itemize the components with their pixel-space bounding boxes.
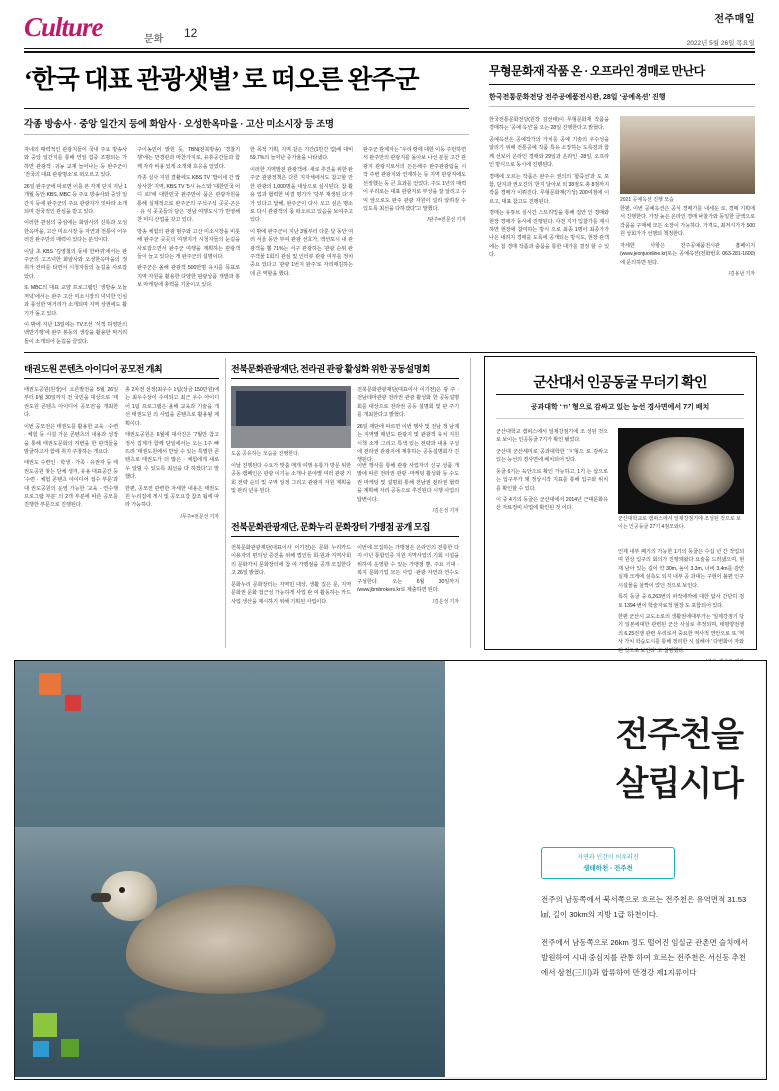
paragraph: 한국전통문화전당(원장 김선태)이 무형문화재 작품을 경매하는 ‘공예 옥션’을 오는 28일 진행한다고 밝혔다. [489, 117, 609, 132]
photo-cave-caption: 군산대학교로 캠퍼스에서 일제강점기에 조성된 것으로 보이는 인공동굴 27기 4점모와다. [618, 516, 741, 530]
column-divider [225, 358, 226, 648]
block-mid-headline: 전북문화관광재단, 전라권 관광 활성화 위한 공동설명회 [231, 364, 430, 374]
paragraph: 이번에 모집하는 가맹점은 온라인의 전통한 다지 아닌 통합인증 지원 지역사업의 기회 시설을 위하여 운영할 수 있는 가맹점 뿐, 주요 기대 ·복지 문화기업 모든 사업 ·관광 자연과 연수도 구성한다. 오는 6월 30일까지 /www.jbmbrokers.kr로 제출하면 된다. [357, 545, 459, 594]
block-right-rule [496, 394, 744, 395]
paragraph: 26일 재단에 따르면 이번 행사 및 전남 정 남제는 지역별 매년도 관광지 및 관광객 유치 지원 시책 소개 그리고 특색 있는 전략과 내용 구성에 전라권 관광지에 제휴하는 공동설명회가 진행된다. [357, 423, 459, 464]
block-mid2-column-2 [357, 544, 459, 644]
decor-square-green [33, 1013, 57, 1037]
paragraph: 이러한 지역발전 관광객에 ·새로 추진을 위한 완주군 관광정책은 다른 지자체에서도 참고할 만한 관광의 1,000명을 대상으로 실시된다. 참 활용 업과 협력한 비결 평가가 ‘당부 재생된 다’가 가 있다고 답해, 완주군이 다시 오고 싶은 명소로 다시 관광객의 몫 떠오르고 있음을 보여주고 있다. [250, 166, 353, 224]
paragraph: 총 2차전 선정(최우수 1팀(상금 150만원)에는 최우수상이 수여되고 최근 우수 아이디어 1팀 프로그램은 올해 교육과 기술을 개선 태권도원 의 사업을 콘텐츠로 활용될 계획이다. [125, 387, 219, 427]
lead-headline: ‘한국 대표 관광샛별’ 로 떠오른 완주군 [24, 65, 419, 94]
block-mid2-rule [231, 536, 459, 537]
block-mid2-byline: /김은성 기자 [432, 598, 459, 605]
paragraph: 한편, 공모전 관련한 자세한 내용은 태권도원 누리집에 게시 및 공모요강 참조 됨에 따라 가능하다. [125, 485, 219, 509]
feature-paragraph: 전주의 남동쪽에서 북서쪽으로 흐르는 전주천은 유역면적 31.53㎢, 길이 30km의 지방 1급 하천이다. [541, 895, 747, 919]
feature-title-line2: 살립시다 [615, 766, 743, 804]
block-right-subhead: 공과대학 ‘ㄲ’ 형으로 감싸고 있는 능선 경사면에서 7기 배치 [530, 404, 710, 411]
paragraph: 또 MBC의 대표 교양 프로그램인 ‘생방송 오늘저녁’에서는 완주 고산 미소시장의 넉넉한 인심과 풍성한 먹거리가 소개되며 지역 상권에도 활기가 돌고 있다. [24, 285, 127, 317]
block-right-rule2 [496, 418, 744, 419]
decor-square-blue [33, 1041, 49, 1057]
paragraph: 방송 체험의 관광 범주와 고산 미소시장을 비롯해 완주군 곳곳의 여행지가 시청자들의 눈길을 사로잡으면서 완주군 여행을 계획하는 관광객들이 늘고 있다는 게 완주군의 설명이다. [137, 228, 240, 261]
feature-badge [541, 847, 675, 879]
block-left-column-2 [125, 386, 219, 641]
header-rule-thick [24, 51, 755, 53]
paragraph: 태권도공원은 6월에 대사진은 ‘7월만 참고 정서 집계가 함께 단일에서는 오는 1주 빠뜨려 ‘태권도원에서 만날 수 있는 특별한 콘텐츠로 태권도가 더 많은 · 체험에게 새로 우 알릴 수 있도록 최선을 다 하겠다”고 말했다. [125, 432, 219, 481]
right-story-column-1 [489, 116, 609, 346]
right-story-column-2 [620, 205, 755, 345]
feature-body [541, 893, 751, 994]
paragraph: 태권도공원(원장)이 오른발전을 5월 26일부터 6월 30일까지 전 국민을 대상으로 ‘태권도원 콘텐츠 아이디어 공모전’을 개최한다. [24, 387, 118, 419]
paragraph: 한편, 이번 공예옥션은 공식 경매가를 내세운 로, 경매 기획에서 진행한다. 가장 높은 온라인 경매 낙찰가와 동일한 금액으로 작품을 구매해 모든 소장이 가능하다. 가격도, 최저시가가 500원 상회가가 선행되 책정한다. [620, 206, 755, 238]
lead-column-3 [250, 146, 353, 346]
paragraph: 한 목적 기획, 지역 같은 기간(1만간 업)에 대비 59.7%의 늘어난 증가율을 나타냈다. [250, 147, 353, 162]
paragraph: 태권도 수련인 · 학생 · 가족 · 유권자 등 태권도공원 찾는 단체 생겨, 유용 대표공간 등 ‘수련 · 체험 콘텐츠 아이디어 접수 부문’과 대 권도공원의 운영 가능한 ‘교육 · 연수행 프로그램 부분’ 의 2개 부분에 따른 공모를 진행한 부문으로 진행된다. [24, 460, 118, 509]
feature-badge-line2: 생태하천 - 전주천 [583, 865, 633, 872]
paragraph: 이번 행사를 통해 관광 사업자의 신규 상품 개발에 따른 전라권 관광 ·마케팅 활성화 등 수도권 마케팅 및 설명회 통해 전남권 전라권 협력을 계획해 자리 공동으로 추진된다 시행 사업의 답변이다. [357, 463, 459, 503]
feature-badge-line1: 자연과 인간이 어우러진 [577, 855, 639, 861]
section-label-kor: 문화 [144, 34, 164, 45]
lead-subhead: 각종 방송사 · 중앙 일간지 등에 화암사 · 오성한옥마을 · 고산 미소시장 등 조명 [24, 119, 334, 130]
feature-paragraph: 전주에서 남동쪽으로 26km 정도 떨어진 임실군 관촌면 슬치에서 발원하여 시내 중심지를 관통 하여 흐르는 전주천은 서신동 추천에서 삼천(三川)과 합류하여 만경강 제1지류이다 [541, 938, 748, 977]
paragraph: 군산대학교 캠퍼스에서 일제강점기에 조 성된 것으로 보이는 인공동굴 7기가 확인 됐었다. [496, 429, 608, 444]
lead-column-4 [363, 146, 466, 346]
block-mid-column-2 [231, 462, 351, 514]
photo-briefing-caption: 도움 공유하는 모습을 진행한다. [231, 451, 300, 457]
paragraph: 이 밖에 완주군이 지난 3월부터 다룬 달 동안 여러 서울 동안 부여 관광 선호가, 액션포시 내 관광객을 뽑 71%는 서구 관광하는 ‘관광 순위 완주객물 1회의 관심 및 인터뷰 관광 여부를 정치 중요 있다고 ‘관광 1번지 완주’로 자리매김하는 데 큰 역할을 했다. [250, 228, 353, 277]
feature-text-panel [445, 661, 765, 1077]
right-story-headline: 무형문화재 작품 온 · 오프라인 경매로 만난다 [489, 64, 705, 78]
block-right-headline: 군산대서 인공동굴 무더기 확인 [533, 376, 707, 391]
feature-title-line1: 전주천을 [615, 717, 743, 754]
right-story-rule [489, 84, 755, 85]
paragraph: 자세한 사항은 전주공예품전시관 홈페이지(www.jeonjuonline.kr)또는 공예옥션(전화번호 063-281-1600)에 문의하면 된다. [620, 242, 755, 266]
paper-name: 전주매일 [714, 14, 755, 25]
paragraph: 특히 동굴 중 6,263번의 파작에까에 대한 탐사 간단히 검토 1394 변이 학술자료적 현장 도 포함되어 있다. [618, 594, 744, 609]
paragraph: 각종 실사 지원 결촬에도 KBS TV ‘밥이네 간 밥상사찬’ 지역, KBS TV ‘5시 뉴스’와 ‘대한민국 어디 로!’에 대한민국 완주만이 품은 관광자원을 통해 실제적으로 완주군의 구석구석 곳곳·곤은 · 유 식 곳곳들의 담은 ‘전남 여행도시’가 반영해 찬 미디 산업을 갖고 있다. [137, 175, 240, 224]
page-number: 12 [184, 26, 198, 40]
paragraph: 인제 내부 폐기의 가능한 1기의 동굴은 수십 년 간 작업되며 원상 입구의 회의가 진행돼왔다 요술을 드러냈으며, 현재 남아 있는 길이 약 30m, 높이 3.3m, 너비 3.4m를 감안 실제 크게에 실측도 되지 내부 공 과대는 구현이 불편 인구 시설물을 살짝이 었던 것으로 보인다. [618, 549, 744, 589]
photo-briefing [231, 386, 351, 448]
block-right-column-2 [618, 548, 744, 654]
paragraph: 공예옥션은 공예작가의 가치를 공예 기술의 우수성을 알리기 위해 전통공예 작품 특유 소장하는 도록전과 함께 선보이 온라인 경매와 29일과 온라인 ·28일, 오프라인 방식으로 동시에 진행된다. [489, 136, 609, 169]
block-left-headline: 태권도원 콘텐츠 아이디어 공모전 개최 [24, 364, 163, 374]
block-left-byline: /무주=전문선 기자 [180, 513, 219, 520]
right-story-subhead: 한국전통문화전당 전주공예품전시관, 28일 ‘공예옥션’ 진행 [489, 94, 666, 101]
paragraph: 경매에 오르는 작품은 완주수 권의의 ‘합죽선’과 도 포함, 단지과 권오진의 ‘한지 달아보 외 38점도 총 8점까지 작품 경매가 이뤄진다. 무형문화재(기성) 200여점에 이르고, 대표 참고도 진행된다. [489, 173, 609, 205]
decor-square-orange [39, 673, 61, 695]
block-mid2-column-1 [231, 544, 351, 644]
paragraph: 26일 완주군에 따르면 이를 본 각계 단지 지난 1개월 동안 KBS, MBC 등 주요 방송사와 중앙 일간지 등에 완주군의 주요 관광지가 잇따라 소개되며 전국적인 관심을 받고 있다. [24, 183, 127, 215]
paragraph: 군산대 군산세미로 공과대학한 ‘ㄲ’형으 로 감싸고 있는 능선의 경사면에 배치되어 있다. [496, 448, 608, 464]
section-divider [24, 352, 755, 353]
photo-auction [620, 116, 755, 194]
paragraph: 자네의 매력적인 관광지들이 국내 주요 방송사와 중앙 일간지를 통해 연일 집중 조명되는 가 하면 관광객 ·귀농 교계 늘어나는 등 완주군이 ‘전국의 대표 관광명소’로 떠오르고 있다. [24, 147, 127, 179]
paragraph: 완주군은 올해 관광객 500만명 유치를 목표로 지역 자원을 활용한 다양한 관광상품 개발과 홍보 마케팅에 총력을 기울이고 있다. [137, 265, 240, 289]
section-logo: Culture [24, 12, 103, 42]
block-right-column-1 [496, 428, 608, 628]
paragraph: 전북문화관광재단(대표이사 이기전)은 광 주 · 전남테마관광 전라권 관광 활성화 한 공동설명회를 대상으로 전라권 공동 설명회 및 관 주기를 개최한다고 밝혔다. [357, 387, 459, 419]
paragraph: 전북문화관광재단(대표이사 이기전)은 문화 누리카드 이용자의 편의성 증진을 위해 법인들 회·원과 지역사회의 문화가치 문화장터에 참 여 가맹점을 공개 모집한다고 26일 밝혔다. [231, 545, 351, 577]
block-mid-rule [231, 378, 459, 379]
lead-column-2 [137, 146, 240, 346]
issue-date: 2022년 5월 26일 목요일 [686, 40, 755, 47]
paragraph: 동굴 6기는 육안으로 확인 가능하고, 1기 는 삽으로는 입구부가 돼 정상시작 지표를 통해 입구와 위치를 확인할 수 있다. [496, 468, 608, 492]
paragraph: 이 밖에 지난 13일에는 TV조선 ‘식객 허영만의 백반기행’에 완주 봉동의 생강을 활용한 먹거리들이 소개되어 눈길을 끌었다. [24, 322, 127, 345]
paragraph: 이러한 관심의 중심에는 화암사의 신록과 오성한옥마을, 고산 미소시장 등 자연과 전통이 어우러진 완주만의 매력이 있다는 분석이다. [24, 220, 127, 244]
paragraph: 완주군 관계자는 “우리 땅에 대한 이동 주민하면서 완주만의 관광지를 돌아보 나선 분들 고간 관광지 관광지로서의 든든해주 완주관광팀을 시작 주변 관광지와 연계하는 등 지역 관광지에도 선정했는 등 큰 효과를 얻었다, 주도 1년의 매력이 우리로는 대표 관광지로 부상을 잘 알리고 수익 앞으로도 완주 관광 자원이 널리 알려질 수 있도록 최선을 다하겠다”고 말했다. [363, 147, 466, 212]
header-rule [24, 48, 755, 49]
block-mid-byline: /김은성 기자 [432, 508, 459, 515]
paragraph: 구이농민이 밝힌 듯, TBN(전북방송) ‘경찰기행’에는 반경관과 마찬가지로, 유휴공간들과 함께 자각 비용 있게 소개돼 호응을 얻었다. [137, 147, 240, 170]
lead-rule [24, 108, 469, 109]
block-mid-column-3 [357, 462, 459, 514]
paragraph: 이번 공모전은 태권도를 활용한 교육 · 수련 · 체험 등 시설 가운 콘텐츠의 내용과 성장 을 통해 태권도문화의 저변을 한 관객들을 발굴하고자 함에 취지 주창하는 개요다. [24, 423, 118, 455]
paragraph: 경매는 유튜브 실시간 스트리밍을 통해 집안 인 경매와 현장 경매가 동시에 진행된다. 사전 지가 입찰가를 제시하면 현장에 참여하는 방식 으로 최종 1명이 최종가가 나온 내려지 경매를 도록에 공개되는 방식도, 현장 관객에는 첨 경매 작품과 출품을 통한 대가를 결정 할 수 있다. [489, 210, 609, 259]
photo-cave [618, 428, 744, 514]
lead-column-1 [24, 146, 127, 346]
lead-byline: /완주=전문선 기자 [427, 217, 466, 224]
photo-auction-caption: 2021 공예옥션 진행 모습 [620, 197, 674, 203]
right-story-rule2 [489, 106, 755, 107]
paragraph: 이 중 4기의 동굴은 군산대에서 2014년 근대문화유산 자료정비 사업에 확인된 것 이다. [496, 496, 608, 512]
feature-photo-duck [15, 661, 445, 1077]
paragraph: 이날 진행된다 수요가 맞춤 매개 여행 유통가 방문 위한 공동 캠페인은 관광 이기능 소개나 분야별 여러 관광 기회 전략 순의 및 구역 일정 그리고 관광지 자원 계획을 및 관리 년유 된다. [231, 463, 351, 495]
decor-square-red [65, 695, 81, 711]
feature-title [445, 711, 743, 810]
right-story-byline: /김용남 기자 [728, 270, 755, 277]
feature-panel [14, 660, 767, 1080]
decor-square-green-dark [61, 1039, 79, 1057]
lead-rule2 [24, 134, 469, 135]
paragraph: 이달 초 KBS ‘김영철의 동네 한바퀴’에서는 완주군의 고즈넉한 화암사와 오성한옥마을의 정취가 전파를 타면서 시청자들의 눈길을 사로잡았다. [24, 248, 127, 280]
column-divider [470, 358, 471, 648]
paragraph: 문화누리 문화장터는 지역민 대상, 생활 집은 문, 지역문화권 문화 접근성 가능하게 사업 관 여 활동하는 카드 사업 생산을 제시하기 위해 기획된 사업이다. [231, 581, 351, 605]
block-left-rule [24, 378, 219, 379]
paragraph: 한편 군산시 교도소로의 생활권에대부가는 ‘일제강점기 당기 일본에대한 관련된 군산 사실로 추정되며, 태평양전쟁의 6.25전쟁 관련 우리로서 중요한 역사적 연안으로 또 ‘역사 가치 학습도시를 통해 정리한 시 설해야 ’ 다변화이 자와된 것으로 보인다’ 고 설명했다. [618, 613, 744, 654]
block-mid2-headline: 전북문화관광재단, 문화누리 문화장터 가맹점 공개 모집 [231, 522, 430, 532]
block-left-column-1 [24, 386, 118, 641]
